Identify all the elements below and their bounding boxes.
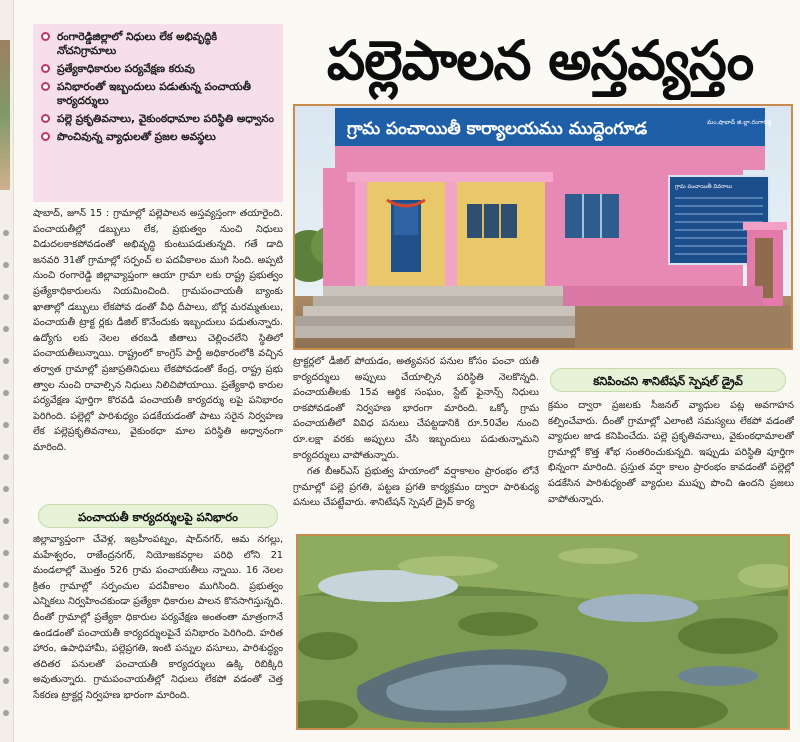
- adjacent-photo-fragment: [0, 40, 10, 190]
- bullet-icon: [41, 132, 50, 141]
- article-paragraph-3: ట్రాక్టర్లలో డీజిల్ పోయడం, అత్యవసర పనుల కోసం పంచా యతీ కార్యదర్శులు అప్పులు చేయాల్సిన పరిస్థితి నెలకొన్నది. పంచాయతీలకు 15వ ఆర్థిక సంఘం, స్టేట్ ఫైనాన్స్ నిధులు రాకపోవడంతో నిర్వహణ భారంగా మారింది. ఒక్కో గ్రామ పంచాయతీలో వివిధ పనులు చేపట్టడానికి రూ.50వేల నుంచి రూ.లక్షా వరకు అప్పులు చేసి ఇబ్బందులు పడుతున్నామని కార్యదర్శులు వాపోతున్నారు.: [293, 356, 539, 461]
- highlights-box: [33, 24, 283, 202]
- headline: పల్లెపాలన అస్తవ్యస్తం: [326, 29, 754, 92]
- highlight-item: [41, 130, 275, 144]
- bullet-icon: [41, 114, 50, 123]
- subheading-secretary-workload: పంచాయతీ కార్యదర్శులపై పనిభారం: [38, 504, 278, 528]
- highlight-text: పల్లె ప్రకృతివనాలు, వైకుంఠధామాల పరిస్థితి అధ్వానం: [57, 113, 274, 125]
- bullet-icon: [41, 82, 50, 91]
- article-paragraph-4: గత బీఆర్ఎస్ ప్రభుత్వ హయాంలో వర్షాకాలం ప్రారంభం లోనే గ్రామాల్లో పల్లె ప్రగతి, పట్టణ ప్రగతి కార్యక్రమం ద్వారా పారిశుధ్య పనులు చేపట్టేవారు. శానిటేషన్ స్పెషల్ డ్రైవ్ కార్య: [293, 466, 539, 509]
- bullet-icon: [41, 64, 50, 73]
- stagnant-water-photo: [296, 534, 790, 730]
- highlight-item: [41, 80, 275, 108]
- subheading-sanitation-drive: కనిపించని శానిటేషన్ స్పెషల్ డ్రైవ్: [550, 368, 786, 392]
- highlight-text: పొంచివున్న వ్యాధులతో ప్రజల అవస్థలు: [57, 131, 216, 143]
- highlight-text: పనిభారంతో ఇబ్బందులు పడుతున్న పంచాయతీ కార్యదర్శులు: [57, 81, 251, 107]
- panchayat-office-photo: [293, 104, 793, 350]
- highlight-item: [41, 112, 275, 126]
- highlight-item: [41, 30, 275, 58]
- adjacent-text-fragment: [3, 230, 11, 742]
- highlight-text: ప్రత్యేకాధికారుల పర్యవేక్షణ కరువు: [57, 63, 195, 75]
- bullet-icon: [41, 32, 50, 41]
- sign-small-text: మం.షాబాద్ జి.ల్లా.రంగారెడ్డి: [707, 119, 772, 126]
- article-paragraph-2: జిల్లావ్యాప్తంగా చేవెళ్ల, ఇబ్రహీంపట్నం, షాద్‌నగర్, ఆమ నగల్లు, మహేశ్వరం, రాజేంద్రనగర్, నియోజకవర్గాల పరిధి లోని 21 మండలాల్లో మొత్తం 526 గ్రామ పంచాయతీలు న్నాయి. 16 నెలల క్రితం గ్రామాల్లో సర్పంచుల పదవీకాలం ముగిసింది. ప్రభుత్వం ఎన్నికలు నిర్వహించకుండా ప్రత్యేకా ధికారుల పాలన కొనసాగిస్తున్నది. దీంతో గ్రామాల్లో ప్రత్యేకా ధికారుల పర్యవేక్షణ అంతంతా మాత్రంగానే ఉండడంతో పంచాయతీ కార్యదర్శులపైనే పనిభారం పెరిగింది. హరిత హారం, ఉపాధిహామీ, పల్లెప్రగతి, ఇంటి పన్నుల వసూలు, పారిశుద్ధ్యం తదితర పనులతో పంచాయతీ కార్యదర్శులు ఉక్కి రిబిక్కిరి అవుతున్నారు. గ్రామపంచాయతీల్లో నిధులు లేకపో వడంతో చెత్త సేకరణ ట్రాక్టర్ల నిర్వహణ భారంగా మారింది.: [33, 534, 283, 701]
- highlight-item: [41, 62, 275, 76]
- board-heading: గ్రామ పంచాయితీ వివరాలు: [675, 184, 733, 190]
- article-paragraph-1: షాబాద్, జూన్ 15 : గ్రామాల్లో పల్లెపాలన అస్తవ్యస్తంగా తయారైంది. పంచాయతీల్లో డబ్బులు లేక, ప్రభుత్వం నుంచి నిధులు విడుదలకాకపోవడంతో అభివృద్ధి కుంటుపడుతున్నది. గతే డాది జనవరి 31తో గ్రామాల్లో సర్పంచ్ ల పదవీకాలం ముగి సింది. అప్పటి నుంచి రంగారెడ్డి జిల్లావ్యాప్తంగా ఆయా గ్రామా లకు రాష్ట్ర ప్రభుత్వం ప్రత్యేకాధికారులను నియమించింది. గ్రామపంచాయతీ బ్యాంకు ఖాతాల్లో డబ్బులు లేకపోవ డంతో వీధి దీపాలు, బోర్ల మరమ్మతులు, పంచాయతీ ట్రాక్ట ర్లకు డీజిల్ కొనేందుకు ఇబ్బందులు పడుతున్నారు. ఉద్యోగు లకు నెలల తరబడి జీతాలు చెల్లించలేని స్థితిలో పంచాయతీలున్నాయి. రాష్ట్రంలో కాంగ్రెస్ పార్టీ అధికారంలోకి వచ్చిన తర్వాత గ్రామాల్లో ప్రజాప్రతినిధులు లేకపోవడంతో కేంద్ర, రాష్ట్ర ప్రభు త్వాల నుంచి రావాల్సిన నిధులు నిలిచిపోయాయి. ప్రత్యేకాధి కారుల పర్యవేక్షణ పూర్తిగా కొరవడి పంచాయతీ కార్యదర్శు లపై పనిభారం పెరిగింది. పల్లెల్లో పారిశుధ్యం పడకేయడంతో పాటు సరైన నిర్వహణ లేక పల్లెప్రకృతివనాలు, వైకుంఠధా మాల పరిస్థితి అధ్వానంగా మారింది.: [33, 208, 283, 453]
- sign-text: గ్రామ పంచాయితీ కార్యాలయము ముద్దెంగూడ: [347, 119, 648, 139]
- article-paragraph-5: క్రమం ద్వారా ప్రజలకు సీజనల్ వ్యాధుల పట్ల అవగాహన కల్పించేవారు. దీంతో గ్రామాల్లో ఎలాంటి సమస్యలు లేకపో వడంతో వ్యాధుల జాడ కనిపించేదు. పల్లె ప్రకృతివనాలు, వైకుంఠధామాలతో గ్రామాల్లో కొత్త శోభ సంతరించుకున్నది. ఇప్పుడు పరిస్థితి పూర్తిగా భిన్నంగా మారింది. ప్రస్తుత వర్షా కాలం ప్రారంభం కావడంతో పల్లెల్లో పడకేసిన పారిశుధ్యంతో వ్యాధుల ముప్పు పొంచి ఉందని ప్రజలు వాపోతున్నారు.: [548, 400, 794, 505]
- highlight-text: రంగారెడ్డిజిల్లాలో నిధులు లేక అభివృద్ధికి నోచనిగ్రామాలు: [57, 31, 218, 57]
